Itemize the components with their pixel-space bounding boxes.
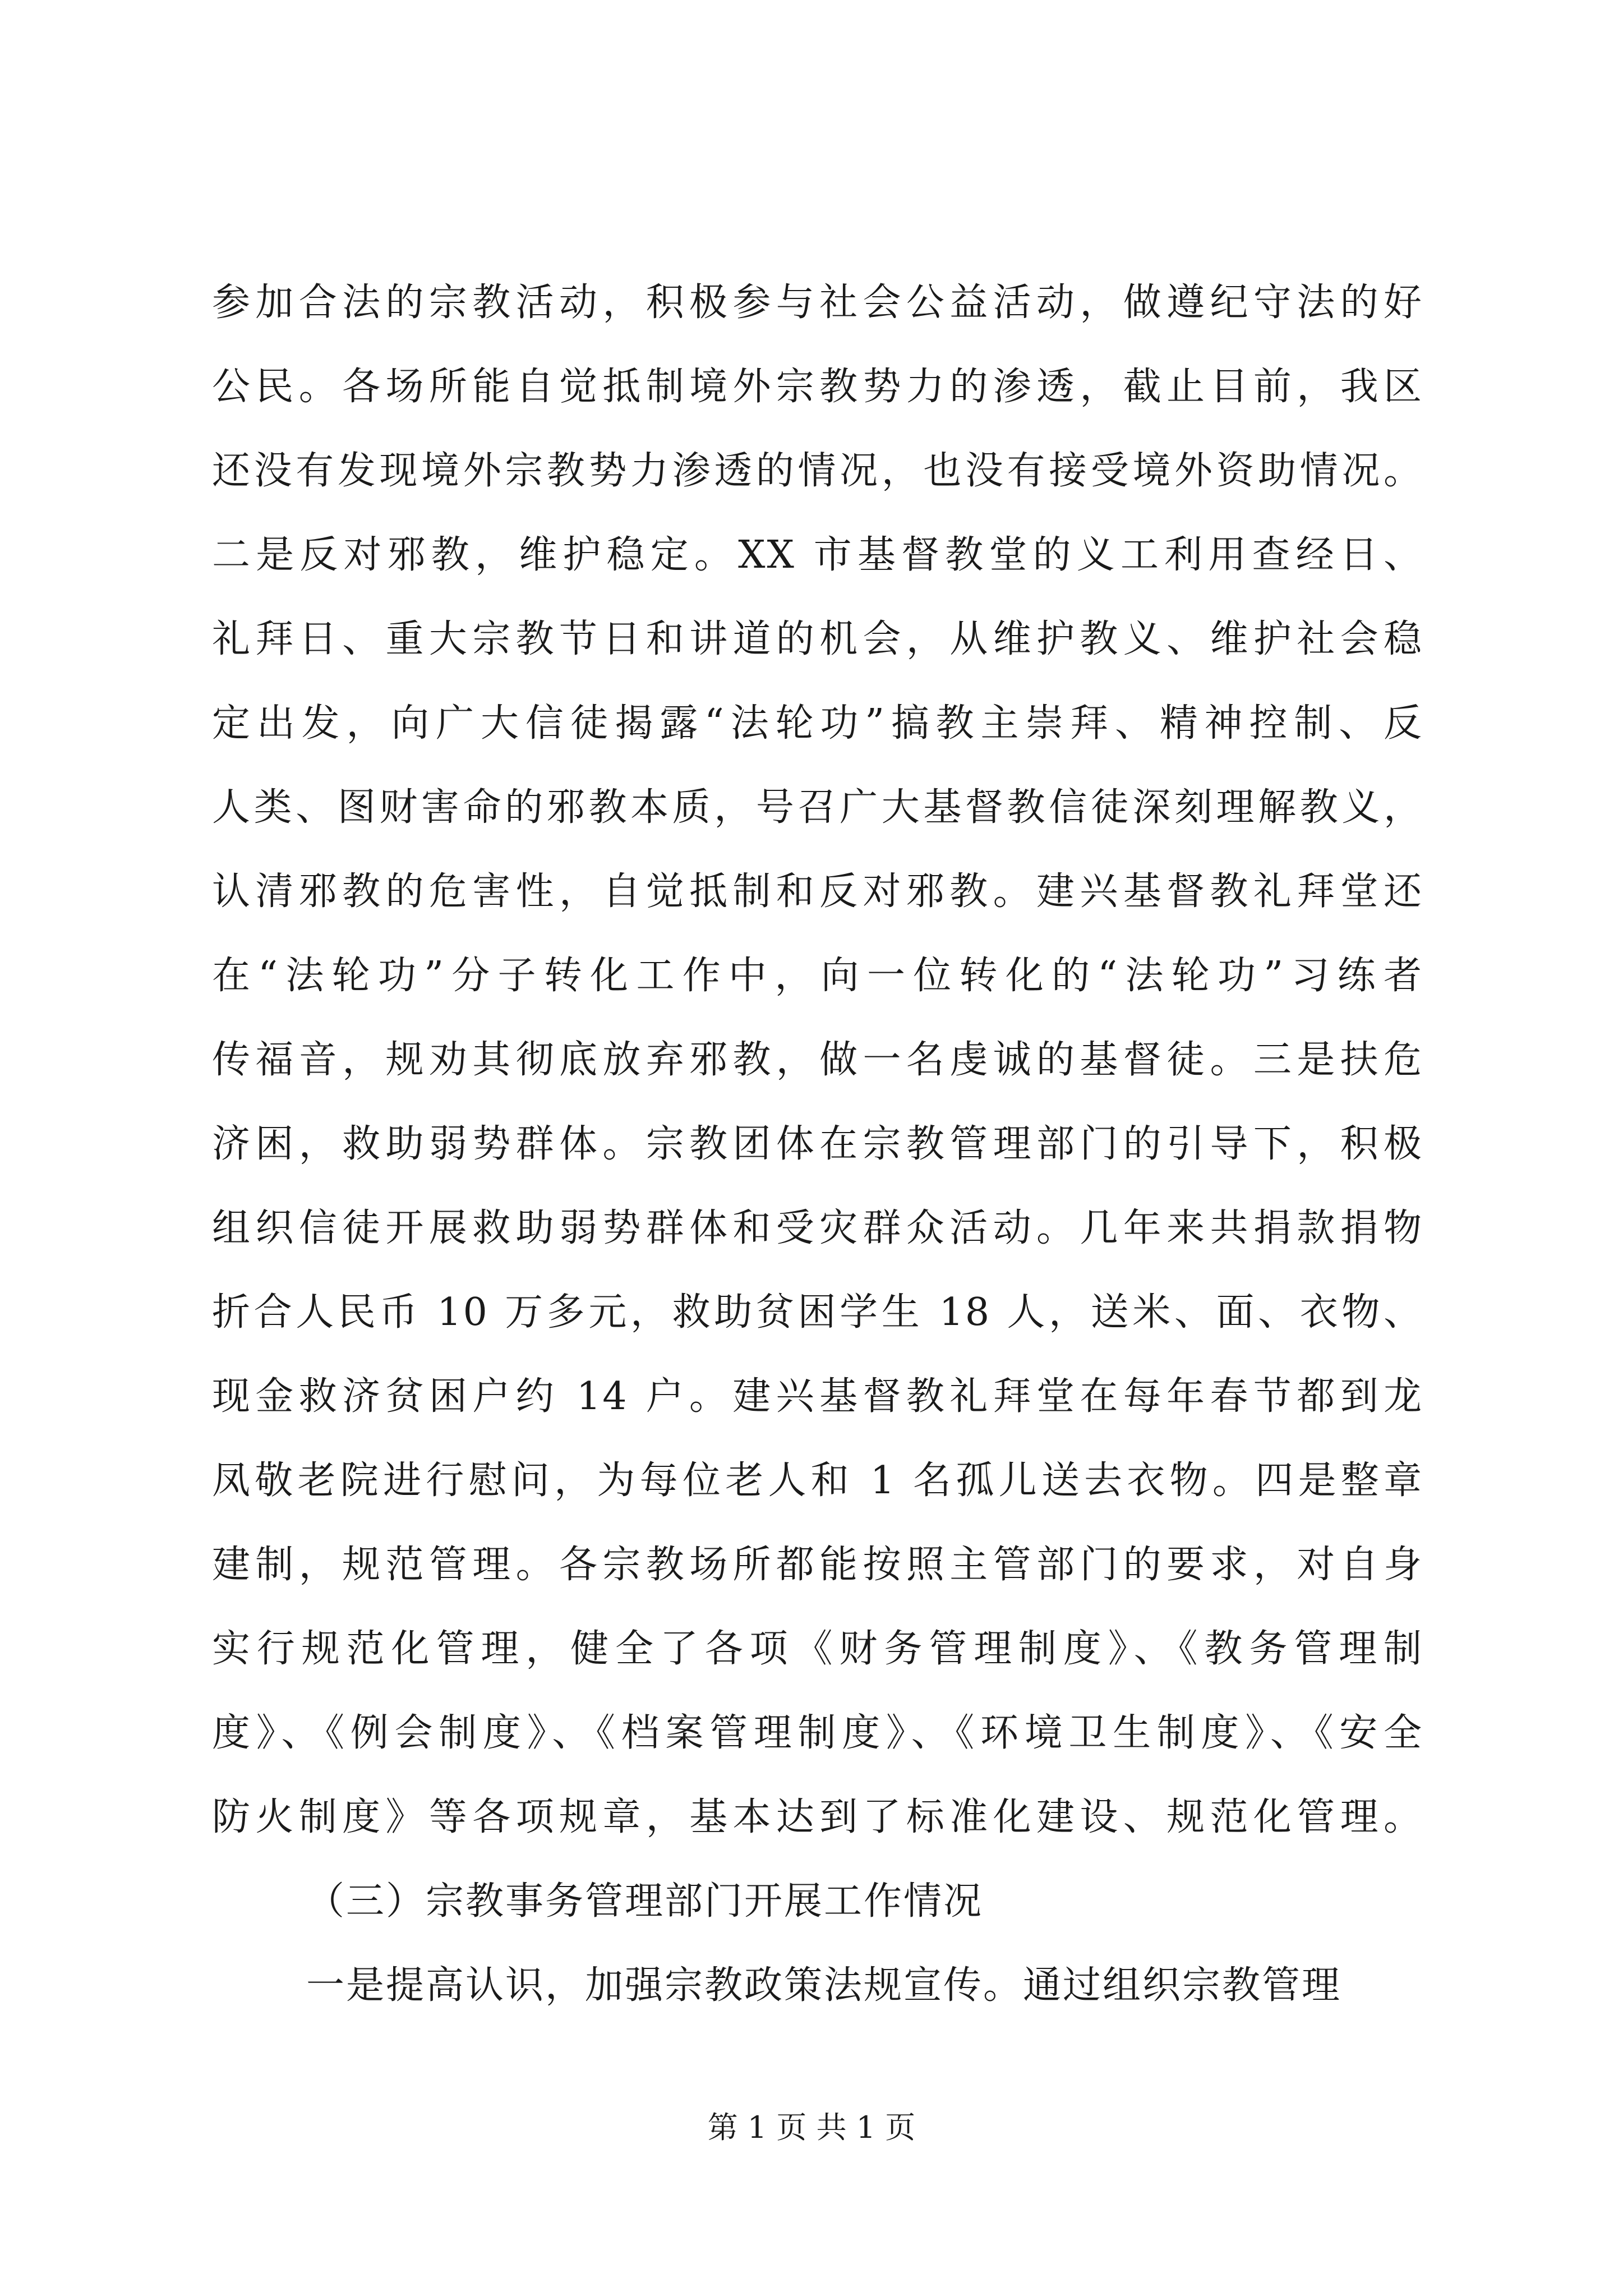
paragraph-line: 组织信徒开展救助弱势群体和受灾群众活动。几年来共捐款捐物	[212, 1206, 1423, 1250]
paragraph-line: 还没有发现境外宗教势力渗透的情况，也没有接受境外资助情况。	[212, 449, 1423, 493]
paragraph-line: 折合人民币 10 万多元，救助贫困学生 18 人，送米、面、衣物、	[212, 1290, 1423, 1335]
paragraph-line: 建制，规范管理。各宗教场所都能按照主管部门的要求，对自身	[212, 1543, 1423, 1587]
paragraph-line: 在“法轮功”分子转化工作中，向一位转化的“法轮功”习练者	[212, 954, 1423, 998]
paragraph-line: 一是提高认识，加强宗教政策法规宣传。通过组织宗教管理	[306, 1963, 1342, 2008]
paragraph-line: 人类、图财害命的邪教本质，号召广大基督教信徒深刻理解教义，	[212, 785, 1423, 830]
page-footer: 第 1 页 共 1 页	[707, 2110, 916, 2145]
paragraph-line: 度》、《例会制度》、《档案管理制度》、《环境卫生制度》、《安全	[212, 1711, 1423, 1755]
paragraph-line: 认清邪教的危害性，自觉抵制和反对邪教。建兴基督教礼拜堂还	[212, 869, 1423, 914]
paragraph-line: 礼拜日、重大宗教节日和讲道的机会，从维护教义、维护社会稳	[212, 617, 1423, 661]
paragraph-line: 现金救济贫困户约 14 户。建兴基督教礼拜堂在每年春节都到龙	[212, 1374, 1423, 1419]
section-heading: （三）宗教事务管理部门开展工作情况	[306, 1879, 984, 1924]
paragraph-line: 传福音，规劝其彻底放弃邪教，做一名虔诚的基督徒。三是扶危	[212, 1038, 1423, 1082]
paragraph-line: 实行规范化管理，健全了各项《财务管理制度》、《教务管理制	[212, 1627, 1423, 1671]
paragraph-line: 济困，救助弱势群体。宗教团体在宗教管理部门的引导下，积极	[212, 1122, 1423, 1166]
paragraph-line: 凤敬老院进行慰问，为每位老人和 1 名孤儿送去衣物。四是整章	[212, 1458, 1423, 1503]
paragraph-line: 防火制度》等各项规章，基本达到了标准化建设、规范化管理。	[212, 1795, 1423, 1839]
paragraph-line: 定出发，向广大信徒揭露“法轮功”搞教主崇拜、精神控制、反	[212, 701, 1423, 746]
paragraph-line: 二是反对邪教，维护稳定。XX 市基督教堂的义工利用查经日、	[212, 533, 1423, 577]
paragraph-line: 参加合法的宗教活动，积极参与社会公益活动，做遵纪守法的好	[212, 280, 1423, 325]
body-text	[212, 261, 1423, 2028]
paragraph-line: 公民。各场所能自觉抵制境外宗教势力的渗透，截止目前，我区	[212, 365, 1423, 409]
